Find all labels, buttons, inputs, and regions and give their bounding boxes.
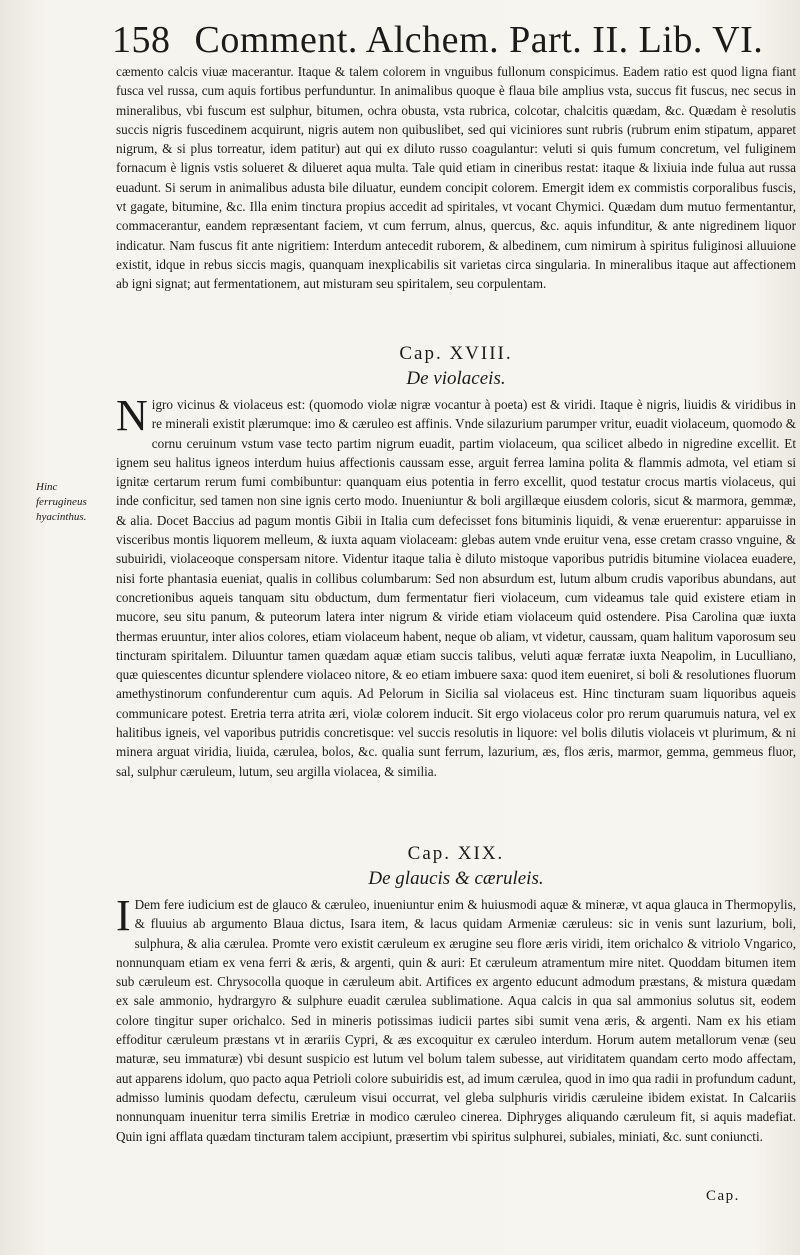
chapter-19-body (116, 895, 796, 1185)
intro-paragraph (116, 62, 796, 332)
running-title: Comment. Alchem. Part. II. Lib. VI. (194, 19, 764, 61)
marginal-note: Hinc ferrugineus hyacinthus. (36, 481, 87, 523)
chapter-18-body (116, 395, 796, 830)
chapter-18-heading: Cap. XVIII. (399, 343, 513, 364)
running-head (112, 18, 792, 62)
intro-text: cæmento calcis viuæ macerantur. Itaque & talem colorem in vnguibus fullonum conspicimus. Eadem ratio est quod ligna fiant fusca vel russa, cum aquis fortibus perfunduntur. In animalibus quoque è flaua bile amplius vsta, succus fit fuscus, nec secus in mineralibus, vbi fuscum est sulphur, bitumen, ochra obusta, vsta rubrica, colcotar, chalcitis quædam, &c. Quædam è resolutis succis nigris fuscedinem acquirunt, nigris autem non quibuslibet, sed qui viciniores sunt rubris (rubrum enim stipatum, apparet nigrum, & si plus torreatur, idem patitur) aut qui ex diluto russo coagulantur: veluti si quis fumum concretum, vel fuliginem fornacum è lignis vstis solueret & dilueret aqua multa. Tale quid etiam in cineribus restat: itaque & lixiuia inde fulua aut russa euadunt. Si serum in animalibus adusta bile diluatur, eundem concipit colorem. Emergit idem ex commistis corporalibus fuscis, vt gagate, bitumine, &c. Illa enim tinctura propius accedit ad spiritales, vt vocant Chymici. Quædam dum mutuo fermentantur, commacerantur, eandem repræsentant faciem, vt cum ferrum, alnus, quercus, &c. aquis infunditur, & ante nigredinem liquor indicatur. Nam fuscus fit ante nigritiem: Interdum antecedit ruborem, & albedinem, cum nimirum à spiritus fuliginosi alluuione existit, idque in rebus siccis magis, quanquam inexplicabilis sit varietas circa singularia. In mineralibus itaque aut affectionem ab igni signat; aut fermentationem, aut misturam seu spiritalem, seu corpulentam. (116, 64, 796, 292)
chapter-19-heading: Cap. XIX. (407, 843, 505, 864)
page-number: 158 (112, 19, 171, 61)
chapter-18-text: igro vicinus & violaceus est: (quomodo violæ nigræ vocantur à poeta) est & viridi. Itaque è nigris, liuidis & viridibus in re minerali existit plærumque: imo & cæruleo est affinis. Vnde silazurium parumper vritur, euadit violaceum, quomodo & cornu ceruinum vstum vase tecto partim nigrum euadit, partim violaceum, qua scilicet albedo in nigredine excellit. Et ignem seu halitus igneos interdum huius affectionis caussam esse, arguit ferrea lamina polita & flammis admota, vel etiam si ignitæ certarum rerum fumi combibuntur: quanquam eius potentia in ferro excellit, quod testatur crocus martis violaceus, qui inde conficitur, sed tamen non sine ignis certo modo. Inueniuntur & boli argillæque eiusdem coloris, sicut & marmora, gemmæ, & alia. Docet Baccius ad pagum montis Gibii in Italia cum defecisset fons bituminis liquidi, & venæ eruerentur: apparuisse in visceribus montis liquorem melleum, & iuxta aquam violaceam: glebas autem vnde eruitur vena, esse cretam crasso vnguine, & subuiridi, violaceoque conspersam nitore. Videntur itaque talia è diluto mistoque vaporibus putridis bitumine violacea euadere, nisi forte phantasia eueniat, qualis in collibus columbarum: Sed non absurdum est, lutum album crudis vaporibus abundans, aut concretionibus aqueis tanquam situ obductum, dum fermentatur fieri violaceum, cum videamus tale quid existere etiam in mucore, seu situ panum, & puteorum latera inter nigrum & viride etiam violaceum quid ostendere. Pisa Carolina quæ iuxta thermas eruuntur, inter alios colores, etiam violaceum habent, neque ob aliam, vt videtur, caussam, quam halitum vaporosum seu tincturam spiritalem. Diluuntur tamen quædam aquæ etiam succis talibus, veluti aquæ ferratæ iuxta Neapolim, in Luculliano, quæ quiescentes dicuntur splendere violaceo nitore, & eo etiam imbuere saxa: quod item eueniret, si boli & resolutiones fluorum amethystinorum confunderentur cum aquis. Ad Pelorum in Sicilia sal violaceus est. Hinc tincturam suam liquoribus aqueis communicare potest. Eretria terra atrita æri, violæ colorem inducit. Sit ergo violaceus color pro rerum quarumuis natura, vel ex halitibus igneis, vel vaporibus putridis concretisque: vel succis resolutis in liquore: vel bolis dilutis violaceis vt plurimum, & ni minera arguat viridia, liuida, cærulea, bolos, &c. qualia sunt ferrum, lazurium, æs, flos æris, marmor, gemma, gemmeus fluor, sal, sulphur cæruleum, lutum, seu argilla violacea, & similia. (116, 397, 796, 779)
catchword: Cap. (706, 1188, 740, 1204)
chapter-19-title: De glaucis & cæruleis. (368, 868, 544, 889)
chapter-18-dropcap: N (116, 395, 148, 440)
chapter-19-dropcap: I (116, 895, 131, 940)
chapter-18-title: De violaceis. (406, 368, 506, 389)
chapter-19-text: Dem fere iudicium est de glauco & cæruleo, inueniuntur enim & huiusmodi aquæ & mineræ, vt aqua glauca in Thermopylis, & fluuius ab argumento Blaua dictus, Isara item, & lacus quidam Armeniæ cæruleus: sic in venis sunt lazurium, boli, sulphura, & alia cærulea. Promte vero existit cæruleum ex ærugine seu flore æris viridi, item orichalco & vitriolo Vngarico, nonnunquam etiam ex vena ferri & æris, & argenti, quin & auri: Et cæruleum atramentum mire nitet. Quoddam bitumen item sub cæruleum est. Chrysocolla quoque in cæruleum abit. Artifices ex argento educunt admodum præstans, & mistura quædam ex sale ammonio, hydrargyro & sulphure euadit cærulea sublimatione. Aqua calcis in qua sal ammonius solutus sit, eodem colore tingitur super orichalco. Sed in mineris potissimas iudicii partes sibi sumit vena æris, & argenti. Nam ex his etiam effoditur cæruleum præstans vt in ærariis Cypri, & æs excoquitur ex cæruleo interdum. Horum autem metallorum venæ (seu maturæ, seu immaturæ) vbi desunt suspicio est lutum vel bolum talem subesse, aut viriditatem quandam certo modo affectam, aut apparens idolum, quo pacto aqua Petrioli colore subuiridis est, ad imum cærulea, quod in imo qua radii in profundum cadunt, admisso luminis quodam defectu, cæruleum visui occurrat, vel gleba sulphuris viridis cæruleine ibidem existat. In Calcariis nonnunquam inuenitur terra similis Eretriæ in modico cæruleo cinerea. Diphryges aliquando cæruleum fit, si aquis madefiat. Quin igni afflata quædam tincturam talem accipiunt, præsertim vbi spiritus sulphurei, subiales, miniati, &c. sunt coniuncti. (116, 897, 796, 1144)
